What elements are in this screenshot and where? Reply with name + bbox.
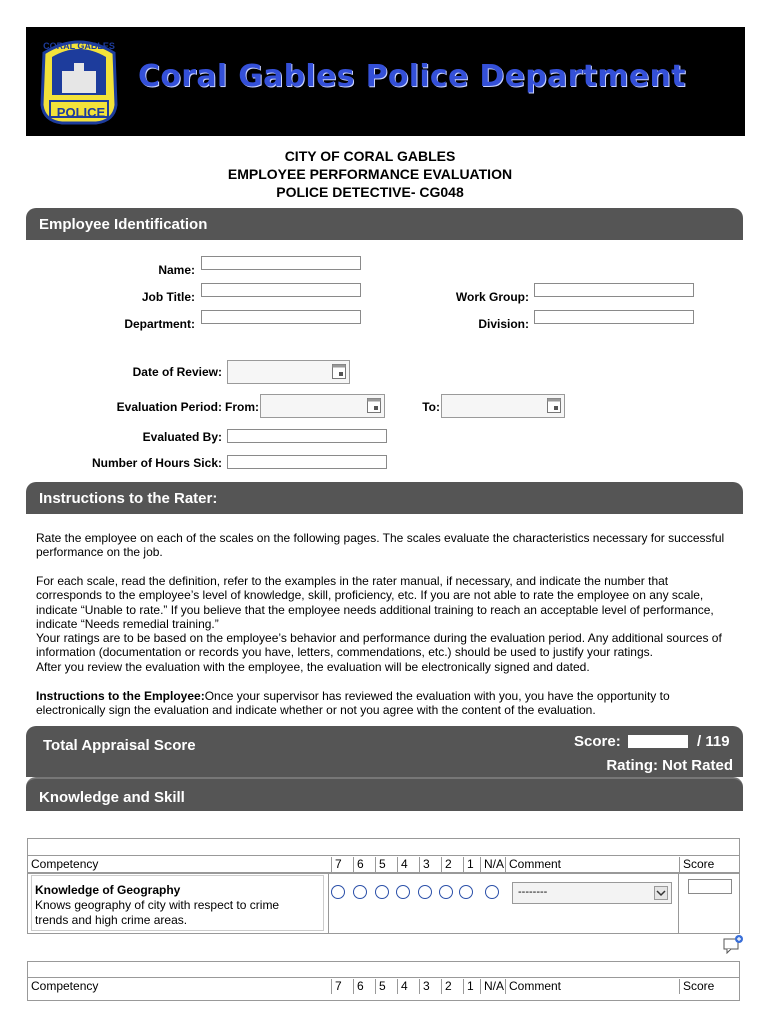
competency-title: Knowledge of Geography (35, 883, 181, 897)
instructions-header (26, 482, 743, 514)
competency-table-2 (27, 961, 740, 1001)
rating-radio-na[interactable] (485, 885, 499, 899)
hours-sick-input[interactable] (227, 455, 387, 469)
score-input[interactable] (688, 879, 732, 894)
section-title: Knowledge and Skill (39, 789, 185, 806)
header-comment: Comment (505, 979, 679, 994)
from-label: From: (225, 400, 259, 414)
rating-text: Rating: Not Rated (606, 757, 733, 774)
row-divider (28, 872, 739, 873)
header-7: 7 (331, 857, 353, 872)
header-competency: Competency (31, 979, 99, 993)
name-label: Name: (158, 263, 195, 277)
instructions-paragraph-4: After you review the evaluation with the employee, the evaluation will be electronically signed and dated. (36, 660, 590, 674)
to-label: To: (422, 400, 440, 414)
evaluated-by-input[interactable] (227, 429, 387, 443)
column-divider (328, 872, 329, 933)
header-6: 6 (353, 979, 375, 994)
calendar-icon[interactable] (332, 364, 346, 379)
employee-instructions-label: Instructions to the Employee: (36, 689, 205, 703)
name-input[interactable] (201, 256, 361, 270)
department-input[interactable] (201, 310, 361, 324)
doc-title-line-3: POLICE DETECTIVE- CG048 (276, 184, 464, 200)
rating-radio-4[interactable] (396, 885, 410, 899)
job-title-input[interactable] (201, 283, 361, 297)
department-title: Coral Gables Police Department (138, 59, 686, 94)
header-na: N/A (480, 979, 505, 994)
score-max: / 119 (697, 733, 730, 750)
date-of-review-label: Date of Review: (132, 365, 222, 379)
header-2: 2 (441, 857, 463, 872)
doc-title-line-2: EMPLOYEE PERFORMANCE EVALUATION (227, 166, 513, 182)
badge-top-text: CORAL GABLES (43, 41, 115, 51)
header-1: 1 (463, 857, 480, 872)
add-comment-icon[interactable] (723, 934, 745, 954)
rating-radio-7[interactable] (331, 885, 345, 899)
employee-instructions (36, 689, 736, 718)
date-of-review-input[interactable] (227, 360, 350, 384)
table-header-row (28, 977, 739, 995)
rating-radio-2[interactable] (439, 885, 453, 899)
employee-instructions-text: Once your supervisor has reviewed the evaluation with you, you have the opportunity to electronically sign the evaluation and indicate whether or not you agree with the content of the evaluation. (36, 689, 670, 718)
work-group-label: Work Group: (455, 290, 529, 304)
header-5: 5 (375, 979, 397, 994)
header-competency: Competency (31, 857, 99, 871)
calendar-icon[interactable] (367, 398, 381, 413)
header-score: Score (679, 979, 739, 994)
header-6: 6 (353, 857, 375, 872)
score-label: Score: (574, 733, 621, 750)
section-title: Instructions to the Rater: (39, 490, 218, 507)
work-group-input[interactable] (534, 283, 694, 297)
column-divider (678, 872, 679, 933)
instructions-paragraph-2: For each scale, read the definition, refer to the examples in the rater manual, if necessary, and indicate the number that corresponds to the employee’s level of knowledge, skill, proficiency, etc. If you are not able to rate the employee on any scale, indicate “Unable to rate.” If you believe that the employee needs additional training to reach an acceptable level of performance, indicate “Needs remedial training.” (36, 574, 714, 632)
knowledge-skill-header (26, 777, 743, 811)
badge-bottom-text: POLICE (56, 105, 106, 120)
section-title: Employee Identification (39, 216, 208, 233)
header-4: 4 (397, 857, 419, 872)
rating-radio-5[interactable] (375, 885, 389, 899)
chevron-down-icon[interactable] (654, 886, 668, 900)
header-4: 4 (397, 979, 419, 994)
header-7: 7 (331, 979, 353, 994)
header-comment: Comment (505, 857, 679, 872)
calendar-icon[interactable] (547, 398, 561, 413)
header-5: 5 (375, 857, 397, 872)
header-1: 1 (463, 979, 480, 994)
division-label: Division: (478, 317, 529, 331)
evaluation-period-label: Evaluation Period: (116, 400, 222, 414)
hours-sick-label: Number of Hours Sick: (91, 456, 222, 470)
comment-select-value: -------- (518, 886, 548, 898)
header-3: 3 (419, 979, 441, 994)
rating-radio-3[interactable] (418, 885, 432, 899)
to-date-input[interactable] (441, 394, 565, 418)
total-appraisal-title: Total Appraisal Score (43, 737, 196, 754)
header-score: Score (679, 857, 739, 872)
rating-radio-6[interactable] (353, 885, 367, 899)
rating-radio-1[interactable] (459, 885, 473, 899)
score-value-box (628, 735, 688, 748)
header-na: N/A (480, 857, 505, 872)
from-date-input[interactable] (260, 394, 385, 418)
header-3: 3 (419, 857, 441, 872)
evaluated-by-label: Evaluated By: (142, 430, 222, 444)
comment-select[interactable] (512, 882, 672, 904)
instructions-paragraph-3: Your ratings are to be based on the employee’s behavior and performance during the evaluation period. Any additional sources of information (documentation or records you have, letters, commendations, etc.) should be used to justify your ratings. (36, 631, 722, 660)
doc-title-line-1: CITY OF CORAL GABLES (284, 148, 456, 164)
department-label: Department: (124, 317, 195, 331)
division-input[interactable] (534, 310, 694, 324)
employee-identification-header (26, 208, 743, 240)
header-2: 2 (441, 979, 463, 994)
header-banner (26, 27, 745, 136)
total-appraisal-header (26, 726, 743, 777)
competency-description: Knows geography of city with respect to crime trends and high crime areas. (35, 898, 280, 927)
job-title-label: Job Title: (141, 290, 195, 304)
instructions-paragraph-1: Rate the employee on each of the scales on the following pages. The scales evaluate the characteristics necessary for successful performance on the job. (36, 531, 725, 560)
